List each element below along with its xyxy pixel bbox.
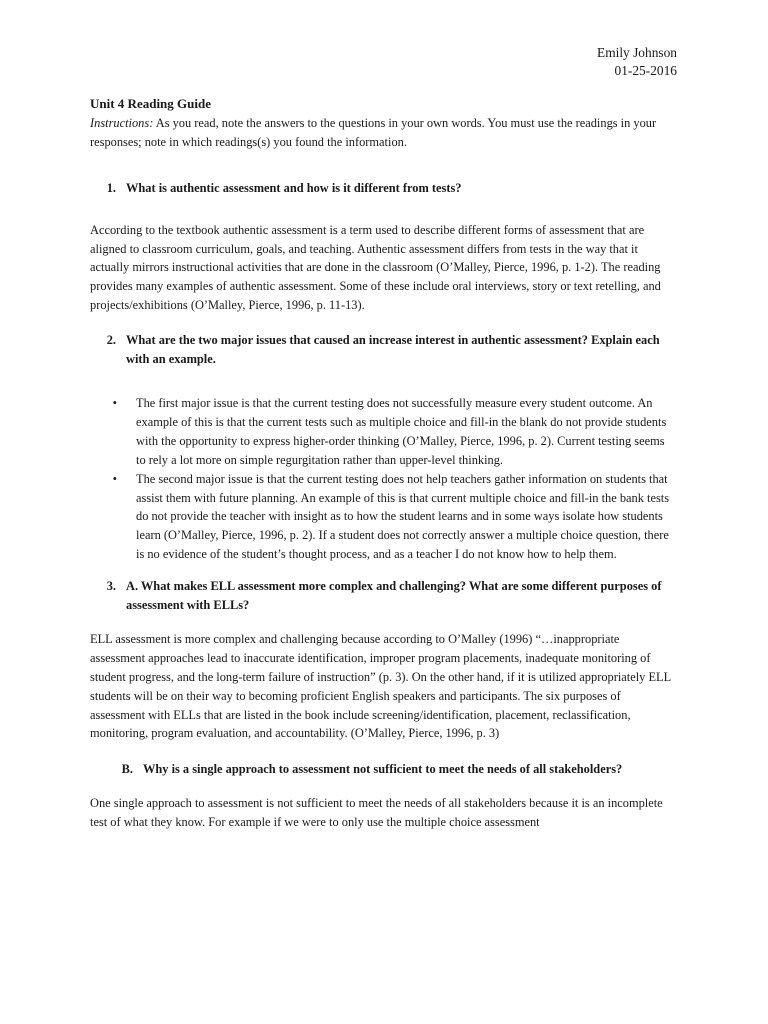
- bullet-text: The first major issue is that the current testing does not successfully measure every student outcome. An example of this is that the current tests such as multiple choice and fill-in the blank do not provide students with the opportunity to express higher-order thinking (O’Malley, Pierce, 1996, p. 2). Current testing seems to rely a lot more on simple regurgitation rather than upper-level thinking.: [136, 395, 667, 467]
- student-name: Emily Johnson: [597, 45, 677, 60]
- question-2-text: What are the two major issues that caused an increase interest in authentic assessment? Explain each with an example.: [126, 333, 660, 367]
- answer-3b: One single approach to assessment is not sufficient to meet the needs of all stakeholders because it is an incomplete test of what they know. For example if we were to only use the multiple choice assessment: [90, 796, 663, 830]
- question-2-number: 2.: [106, 333, 116, 348]
- document-title: Unit 4 Reading Guide: [90, 96, 211, 111]
- question-3a-text: A. What makes ELL assessment more complex and challenging? What are some different purposes of assessment with ELLs?: [126, 579, 662, 613]
- document-body: [90, 95, 675, 832]
- instructions-label: Instructions:: [90, 115, 154, 130]
- question-3b: [90, 760, 675, 779]
- question-3-number: 3.: [106, 579, 116, 594]
- question-2: [90, 331, 675, 369]
- answer-3a: ELL assessment is more complex and challenging because according to O’Malley (1996) “…inappropriate assessment approaches lead to inaccurate identification, improper program placements, inadequate monitoring of student progress, and the long-term failure of instruction” (p. 3). On the other hand, if it is utilized appropriately ELL students will be on their way to becoming proficient English speakers and participants. The six purposes of assessment with ELLs that are listed in the book include screening/identification, placement, reclassification, monitoring, program evaluation, and accountability. (O’Malley, Pierce, 1996, p. 3): [90, 631, 671, 741]
- question-3b-number: B.: [121, 762, 133, 777]
- bullet-marker: •: [112, 395, 117, 410]
- question-1-text: What is authentic assessment and how is it different from tests?: [126, 180, 462, 195]
- bullet-text: The second major issue is that the current testing does not help teachers gather information on students that assist them with future planning. An example of this is that current multiple choice and fill-in the bank tests do not provide the teacher with insight as to how the student learns and in some ways isolate how students learn (O’Malley, Pierce, 1996, p. 2). If a student does not correctly answer a multiple choice question, there is no evidence of the student’s thought process, and as a teacher I do not know how to help them.: [136, 471, 670, 562]
- instructions-text: As you read, note the answers to the questions in your own words. You must use the readings in your responses; note in which readings(s) you found the information.: [90, 115, 657, 149]
- question-3a: [90, 577, 675, 615]
- author-header: [597, 44, 677, 80]
- answer-2-list: [90, 394, 675, 564]
- question-1-number: 1.: [106, 180, 116, 195]
- submission-date: 01-25-2016: [614, 63, 677, 78]
- answer-1: According to the textbook authentic assessment is a term used to describe different forms of assessment that are aligned to classroom curriculum, goals, and teaching. Authentic assessment differs from tests in the way that it actually mirrors instructional activities that are done in the classroom (O’Malley, Pierce, 1996, p. 1-2). The reading provides many examples of authentic assessment. Some of these include oral interviews, story or text retelling, and projects/exhibitions (O’Malley, Pierce, 1996, p. 11-13).: [90, 222, 661, 313]
- bullet-marker: •: [112, 471, 117, 486]
- question-1: [90, 179, 675, 198]
- question-3b-text: Why is a single approach to assessment not sufficient to meet the needs of all stakeholders?: [143, 762, 623, 777]
- answer-2-bullet-2: [90, 470, 675, 565]
- instructions: [90, 114, 675, 152]
- answer-2-bullet-1: [90, 394, 675, 470]
